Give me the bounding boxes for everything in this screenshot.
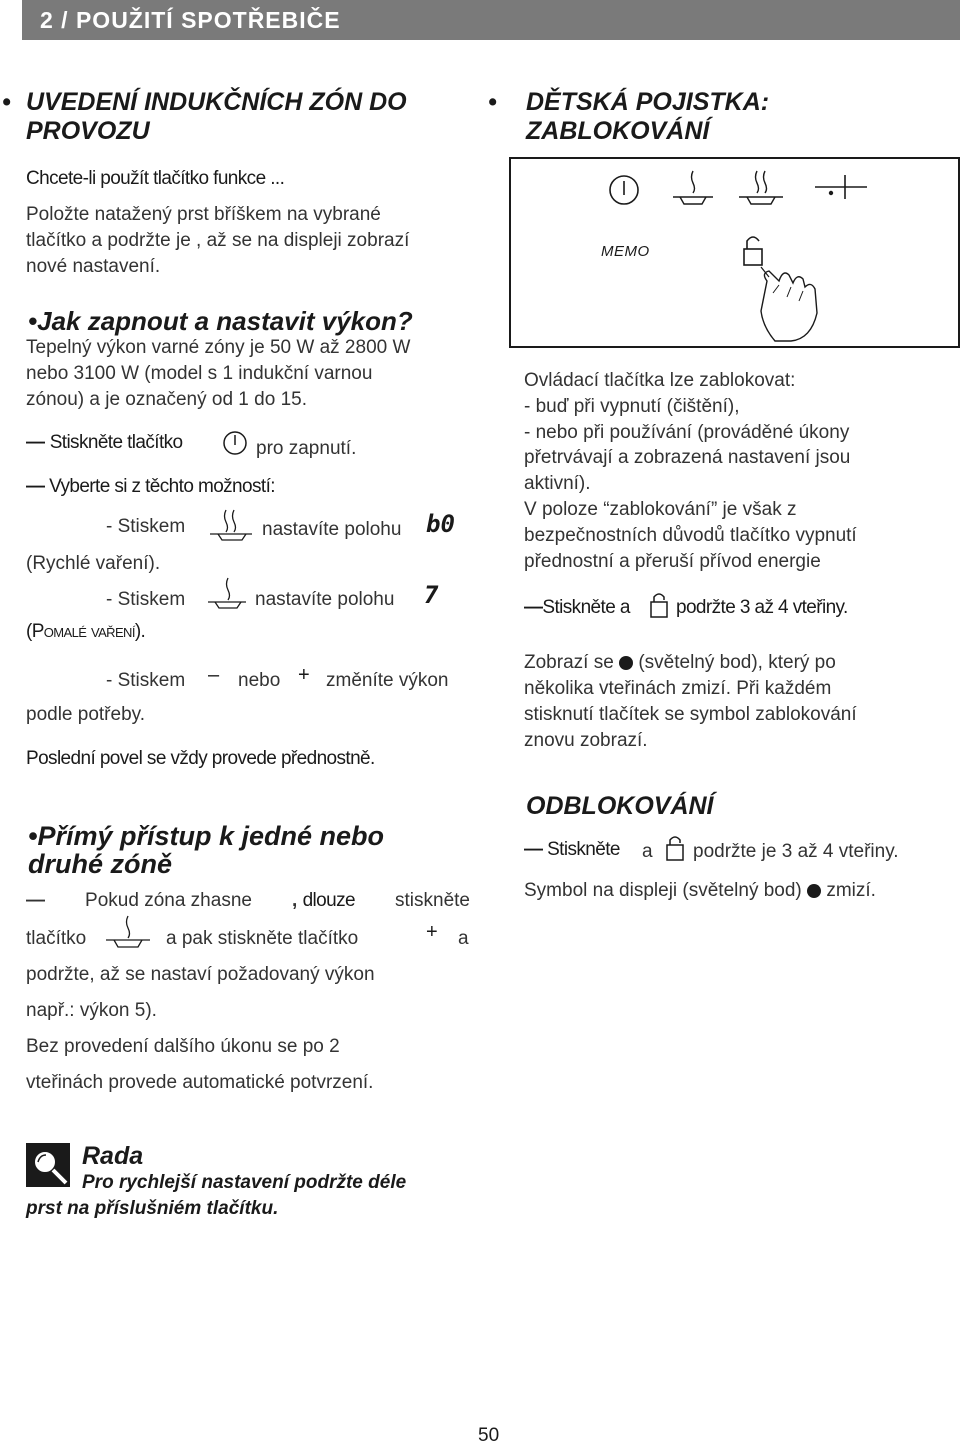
text-line: nové nastavení. bbox=[26, 256, 161, 277]
text-line: V poloze “zablokování” je však z bbox=[524, 498, 797, 520]
text: a bbox=[619, 597, 630, 618]
fast-cooking-pan-icon bbox=[737, 167, 785, 211]
minus-plus-icon bbox=[811, 169, 871, 205]
power-icon bbox=[607, 173, 641, 209]
text-line: vteřinách provede automatické potvrzení. bbox=[26, 1072, 374, 1093]
text-line: několika vteřinách zmizí. Při každém bbox=[524, 678, 832, 699]
instruction-power bbox=[26, 432, 183, 454]
text-line: zónou) a je označený od 1 do 15. bbox=[26, 389, 307, 410]
option-note: podle potřeby. bbox=[26, 704, 146, 725]
text: Zobrazí se bbox=[524, 652, 614, 673]
paragraph bbox=[26, 335, 470, 413]
option-prefix: - Stiskem bbox=[106, 516, 186, 537]
dash: — bbox=[26, 890, 45, 911]
option-text: nebo bbox=[238, 670, 281, 691]
display-description bbox=[524, 650, 857, 754]
option-prefix: - Stiskem bbox=[106, 589, 186, 610]
page-number: 50 bbox=[478, 1425, 500, 1446]
light-dot-icon bbox=[807, 884, 821, 898]
text: Stiskněte bbox=[547, 839, 620, 860]
magnifier-tip-icon bbox=[26, 1143, 70, 1187]
slow-cooking-pan-icon bbox=[206, 574, 248, 612]
unlock-instruction bbox=[524, 839, 620, 861]
bullet: • bbox=[2, 88, 11, 116]
display-value: 7 bbox=[424, 581, 439, 609]
text-line: Ovládací tlačítka lze zablokovat: bbox=[524, 370, 796, 391]
text: podržte 3 až 4 vteřiny. bbox=[676, 597, 848, 618]
bullet: • bbox=[28, 306, 38, 336]
option-prefix: - Stiskem bbox=[106, 670, 186, 691]
section-title-direct-access bbox=[28, 822, 470, 878]
text: Pokud zóna zhasne bbox=[85, 890, 252, 911]
plus-icon: + bbox=[426, 921, 438, 943]
option-text: změníte výkon bbox=[326, 670, 449, 691]
text-line: stisknutí tlačítek se symbol zablokování bbox=[524, 704, 857, 725]
unlock-icon bbox=[664, 833, 686, 863]
priority-note: Poslední povel se vždy provede přednostně. bbox=[26, 748, 375, 769]
display-value: b0 bbox=[426, 510, 455, 538]
title-line: DĚTSKÁ POJISTKA: bbox=[526, 88, 770, 116]
text-line: přednostní a přeruší přívod energie bbox=[524, 550, 821, 572]
text: podržte je 3 až 4 vteřiny. bbox=[693, 841, 899, 862]
text-line: přetrvávají a zobrazená nastavení jsou bbox=[524, 447, 851, 469]
bullet: • bbox=[28, 821, 38, 851]
choose-text: Vyberte si z těchto možností: bbox=[49, 476, 275, 497]
lock-instruction bbox=[524, 597, 630, 619]
text: Symbol na displeji (světelný bod) bbox=[524, 880, 802, 901]
text: dlouze bbox=[302, 890, 355, 911]
option-text: nastavíte polohu bbox=[255, 589, 395, 610]
dash: — bbox=[524, 597, 543, 618]
text-line: např.: výkon 5). bbox=[26, 1000, 157, 1021]
text-line: aktivní). bbox=[524, 473, 591, 495]
text-line: Bez provedení dalšího úkonu se po 2 bbox=[26, 1036, 340, 1057]
title-text: Jak zapnout a nastavit výkon? bbox=[37, 306, 413, 336]
slow-cooking-pan-icon bbox=[671, 167, 715, 211]
unlock-symbol-line bbox=[524, 878, 876, 904]
text: a bbox=[642, 841, 653, 862]
tip-text: Pro rychlejší nastavení podržte déle bbox=[82, 1172, 407, 1193]
text: stiskněte bbox=[395, 890, 470, 911]
minus-icon: – bbox=[208, 664, 220, 686]
instruction-label: Stiskněte tlačítko bbox=[49, 432, 183, 453]
tip-text: prst na příslušniém tlačítku. bbox=[26, 1198, 279, 1219]
lock-icon bbox=[648, 590, 670, 620]
text-line: Položte natažený prst bříškem na vybrané bbox=[26, 204, 381, 225]
text-line: - nebo při používání (prováděné úkony bbox=[524, 421, 850, 443]
text: Stiskněte bbox=[542, 597, 616, 618]
text-line: nebo 3100 W (model s 1 indukční varnou bbox=[26, 363, 373, 384]
title-line: Přímý přístup k jedné nebo bbox=[37, 821, 385, 851]
lock-description bbox=[524, 368, 956, 574]
text: , bbox=[292, 890, 298, 911]
text-line: podržte, až se nastaví požadovaný výkon bbox=[26, 964, 375, 985]
bullet: • bbox=[488, 88, 497, 116]
instruction-suffix: pro zapnutí. bbox=[256, 438, 357, 459]
title-line: UVEDENÍ INDUKČNÍCH ZÓN DO bbox=[26, 88, 407, 116]
title-line: druhé zóně bbox=[28, 849, 173, 879]
text-line: Tepelný výkon varné zóny je 50 W až 2800 W bbox=[26, 337, 411, 358]
memo-label: MEMO bbox=[601, 243, 650, 260]
option-note: (Pomalé vaření). bbox=[26, 621, 146, 642]
text: tlačítko bbox=[26, 928, 87, 949]
lead-text: Chcete-li použít tlačítko funkce ... bbox=[26, 168, 285, 189]
dash: — bbox=[26, 476, 45, 497]
option-note: (Rychlé vaření). bbox=[26, 553, 161, 574]
dash: — bbox=[26, 432, 45, 453]
light-dot-icon bbox=[619, 656, 633, 670]
zone-pan-icon bbox=[104, 910, 152, 954]
text: (světelný bod), který po bbox=[638, 652, 836, 673]
dash: — bbox=[524, 839, 543, 860]
text-line: - buď při vypnutí (čištění), bbox=[524, 395, 740, 417]
section-header-title: 2 / POUŽITÍ SPOTŘEBIČE bbox=[40, 7, 341, 33]
text: a pak stiskněte tlačítko bbox=[166, 928, 359, 949]
text: a bbox=[458, 928, 469, 949]
fast-cooking-pan-icon bbox=[208, 504, 254, 544]
control-panel-illustration bbox=[509, 157, 960, 348]
power-icon bbox=[222, 428, 250, 458]
option-text: nastavíte polohu bbox=[262, 519, 402, 540]
section-title-power bbox=[28, 306, 413, 337]
text-line: bezpečnostních důvodů tlačítko vypnutí bbox=[524, 524, 857, 546]
section-header bbox=[22, 0, 960, 40]
title-line: ZABLOKOVÁNÍ bbox=[526, 117, 710, 145]
hand-pressing-lock-icon bbox=[739, 231, 829, 347]
plus-icon: + bbox=[298, 664, 310, 686]
text: zmizí. bbox=[826, 880, 876, 901]
tip-title: Rada bbox=[82, 1142, 144, 1170]
direct-access-line bbox=[26, 888, 470, 914]
paragraph bbox=[26, 202, 470, 280]
text-line: znovu zobrazí. bbox=[524, 730, 648, 751]
title-line: PROVOZU bbox=[26, 117, 150, 145]
choose-line bbox=[26, 476, 275, 498]
text-line: tlačítko a podržte je , až se na displeji zobrazí bbox=[26, 230, 410, 251]
unlock-title: ODBLOKOVÁNÍ bbox=[526, 792, 714, 820]
